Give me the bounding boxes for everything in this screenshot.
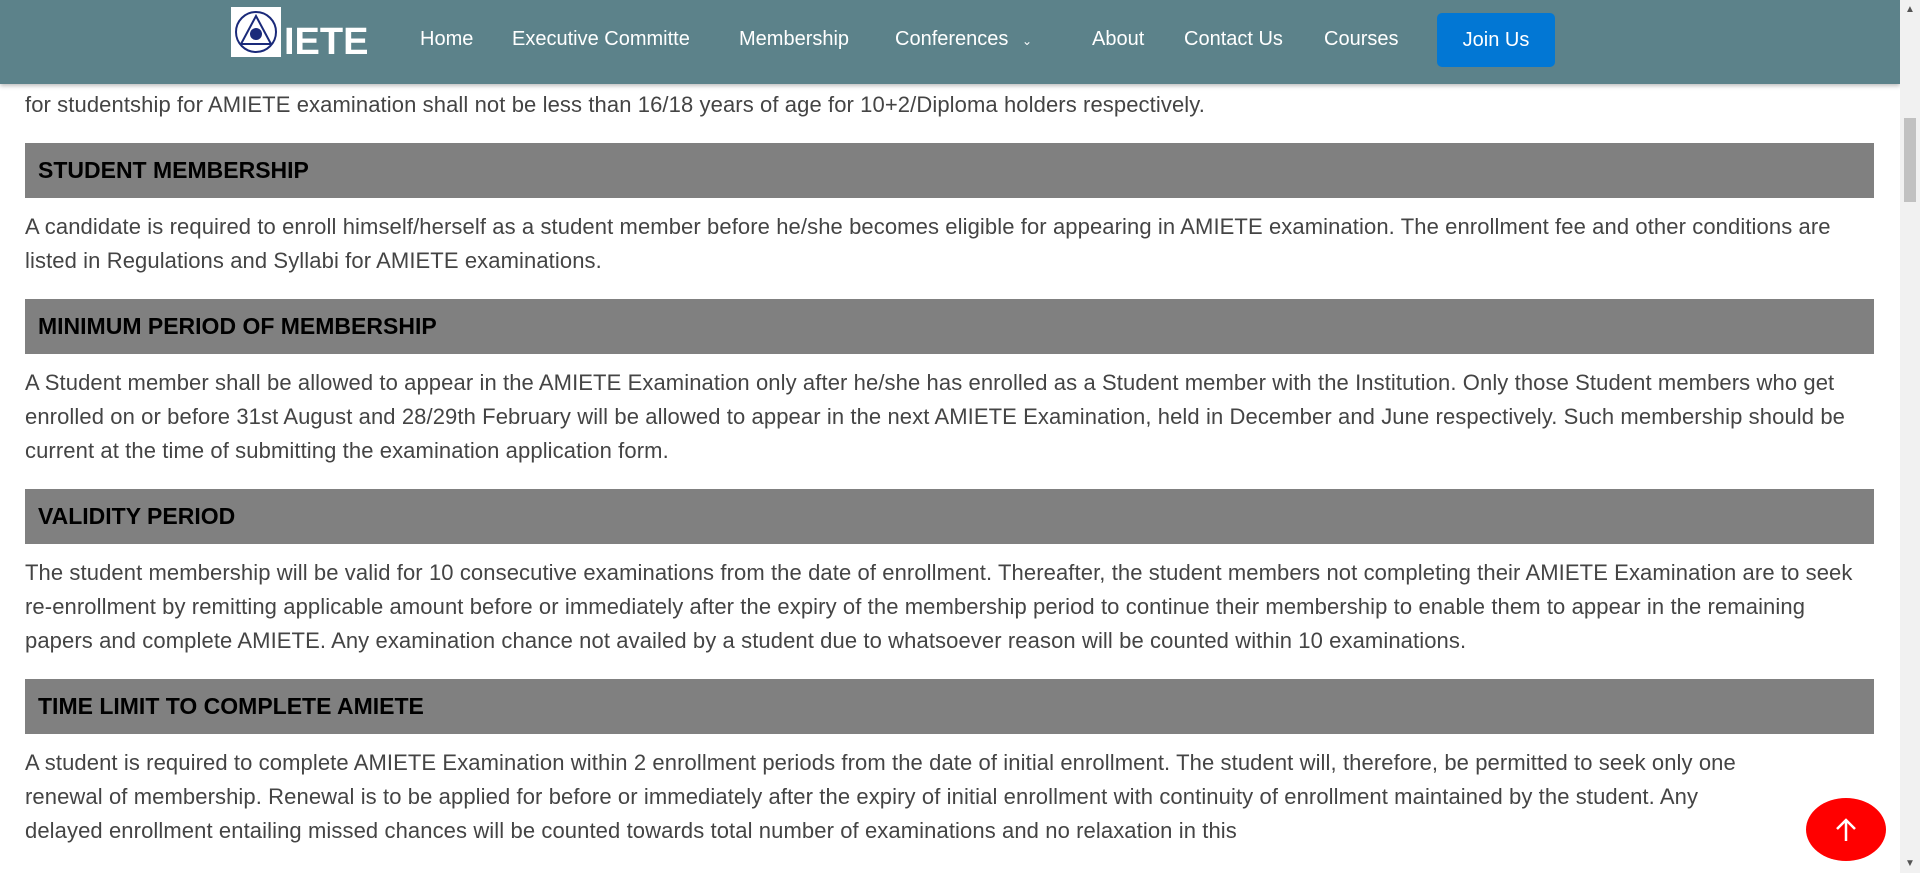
nav-conferences[interactable] (895, 27, 1032, 53)
logo-emblem-icon (234, 10, 278, 54)
chevron-down-icon: ⌄ (1021, 34, 1033, 48)
section-text-validity-period: The student membership will be valid for 10 consecutive examinations from the date of enrollment. Thereafter, the student members not completing their AMIETE Examination are to seek re-enrollment by remitting applicable amount before or immediately after the expiry of the membership period to continue their membership to enable them to appear in the remaining papers and complete AMIETE. Any examination chance not availed by a student due to whatsoever reason will be counted within 10 examinations. (25, 560, 1853, 653)
section-text-time-limit: A student is required to complete AMIETE Examination within 2 enrollment periods from the date of initial enrollment. The student will, therefore, be permitted to seek only one renewal of membership. Renewal is to be applied for before or immediately after the expiry of initial enrollment with continuity of enrollment maintained by the student. Any delayed enrollment entailing missed chances will be counted towards total number of examinations and no relaxation in this (25, 750, 1736, 843)
arrow-up-icon (1834, 817, 1858, 843)
nav-membership[interactable]: Membership (739, 28, 850, 50)
join-us-button[interactable]: Join Us (1437, 13, 1555, 67)
section-text-student-membership: A candidate is required to enroll himself/herself as a student member before he/she becomes eligible for appearing in AMIETE examination. The enrollment fee and other conditions are listed in Regulations and Syllabi for AMIETE examinations. (25, 214, 1831, 273)
intro-paragraph: for studentship for AMIETE examination shall not be less than 16/18 years of age for 10+2/Diploma holders respectively. (25, 92, 1205, 117)
scroll-up-icon[interactable]: ▲ (1905, 4, 1915, 15)
nav-conferences-label: Conferences (895, 28, 1009, 50)
section-heading-minimum-period: MINIMUM PERIOD OF MEMBERSHIP (25, 299, 1874, 354)
main-content (25, 88, 1874, 848)
section-text-minimum-period: A Student member shall be allowed to appear in the AMIETE Examination only after he/she has enrolled as a Student member with the Institution. Only those Student members who get enrolled on or before 31st August and 28/29th February will be allowed to appear in the next AMIETE Examination, held in December and June respectively. Such membership should be current at the time of submitting the examination application form. (25, 370, 1845, 463)
back-to-top-button[interactable] (1806, 798, 1886, 861)
nav-contact-us[interactable]: Contact Us (1184, 28, 1283, 50)
nav-executive-committe[interactable]: Executive Committe (512, 28, 690, 50)
iete-logo[interactable] (231, 7, 281, 57)
section-heading-time-limit: TIME LIMIT TO COMPLETE AMIETE (25, 679, 1874, 734)
nav-courses[interactable]: Courses (1324, 28, 1399, 50)
brand-name[interactable]: IETE (284, 21, 369, 63)
section-heading-validity-period: VALIDITY PERIOD (25, 489, 1874, 544)
scrollbar[interactable] (1900, 0, 1920, 873)
section-heading-student-membership: STUDENT MEMBERSHIP (25, 143, 1874, 198)
scroll-down-icon[interactable]: ▼ (1905, 858, 1915, 869)
nav-about[interactable]: About (1092, 28, 1145, 50)
scrollbar-thumb[interactable] (1904, 118, 1916, 202)
navbar (0, 0, 1900, 84)
nav-home[interactable]: Home (420, 28, 474, 50)
